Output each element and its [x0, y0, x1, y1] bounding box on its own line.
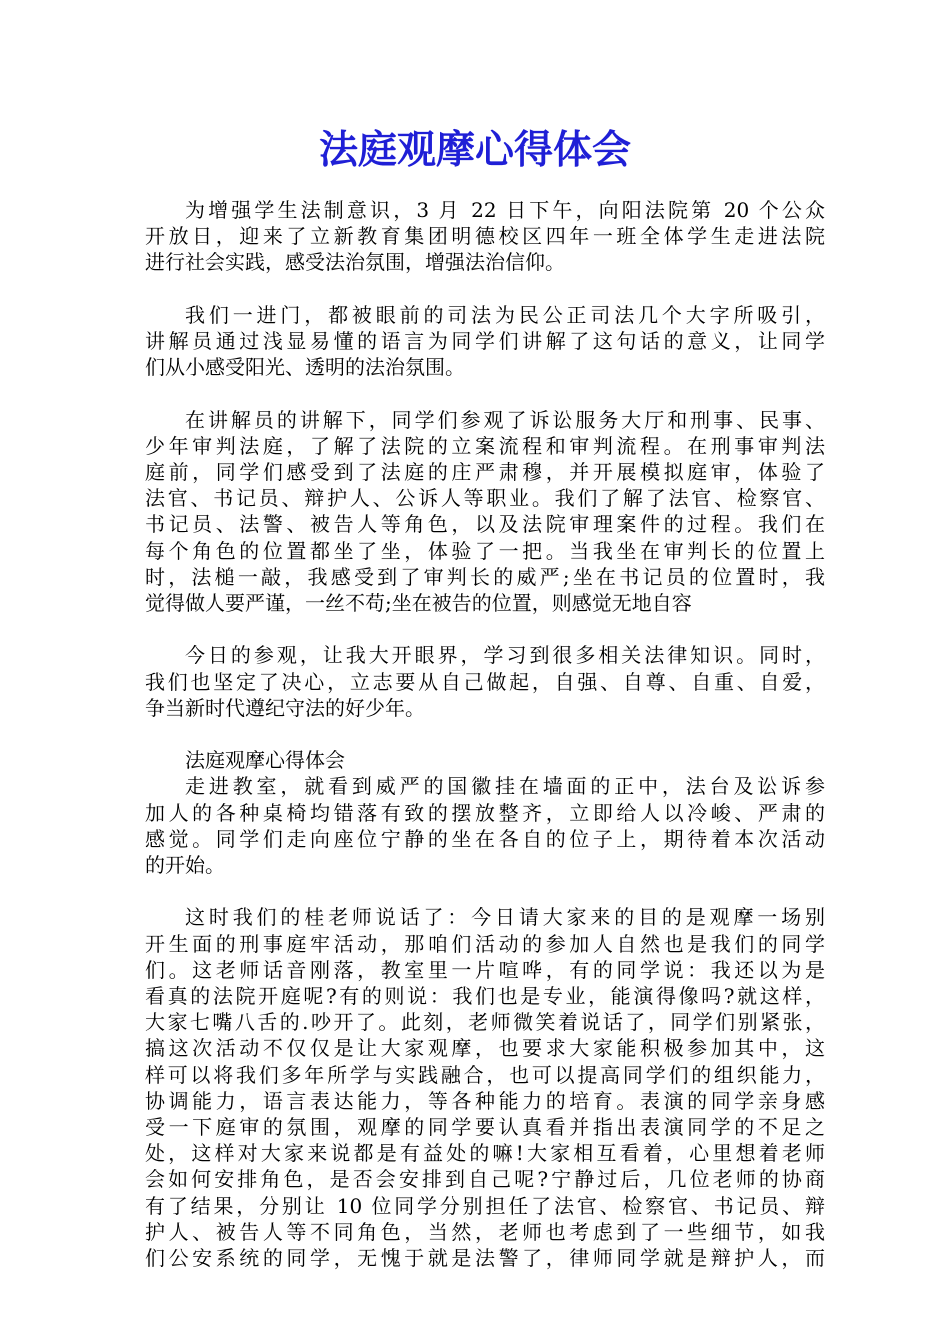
paragraph-5 — [145, 773, 825, 878]
text-line: 搞这次活动不仅仅是让大家观摩，也要求大家能积极参加其中，这 — [145, 1036, 825, 1061]
text-line: 们从小感受阳光、透明的法治氛围。 — [145, 355, 465, 380]
text-line: 我们也坚定了决心，立志要从自己做起，自强、自尊、自重、自爱， — [145, 669, 825, 694]
text-line: 受一下庭审的氛围，观摩的同学要认真看并指出表演同学的不足之 — [145, 1115, 825, 1140]
text-line: 们公安系统的同学，无愧于就是法警了，律师同学就是辩护人，而 — [145, 1246, 825, 1271]
text-line: 加人的各种桌椅均错落有致的摆放整齐，立即给人以冷峻、严肃的 — [145, 800, 825, 825]
text-line: 少年审判法庭，了解了法院的立案流程和审判流程。在刑事审判法 — [145, 433, 825, 458]
text-line: 争当新时代遵纪守法的好少年。 — [145, 695, 425, 720]
text-line: 我们一进门，都被眼前的司法为民公正司法几个大字所吸引， — [185, 302, 825, 327]
paragraph-2 — [145, 302, 825, 381]
paragraph-3 — [145, 407, 825, 617]
text-line: 护人、被告人等不同角色，当然，老师也考虑到了一些细节，如我 — [145, 1219, 825, 1244]
text-line: 书记员、法警、被告人等角色，以及法院审理案件的过程。我们在 — [145, 512, 825, 537]
text-line: 开生面的刑事庭牢活动，那咱们活动的参加人自然也是我们的同学 — [145, 931, 825, 956]
text-line: 这时我们的桂老师说话了：今日请大家来的目的是观摩一场别 — [185, 905, 825, 930]
text-line: 讲解员通过浅显易懂的语言为同学们讲解了这句话的意义，让同学 — [145, 329, 825, 353]
text-line: 开放日，迎来了立新教育集团明德校区四年一班全体学生走进法院 — [145, 224, 825, 249]
text-line: 们。这老师话音刚落，教室里一片喧哗，有的同学说：我还以为是 — [145, 957, 825, 982]
text-line: 会如何安排角色，是否会安排到自己呢?宁静过后，几位老师的协商 — [145, 1167, 825, 1192]
text-line: 每个角色的位置都坐了坐，体验了一把。当我坐在审判长的位置上 — [145, 538, 825, 563]
text-line: 看真的法院开庭呢?有的则说：我们也是专业，能演得像吗?就这样， — [145, 984, 825, 1009]
text-line: 样可以将我们多年所学与实践融合，也可以提高同学们的组织能力， — [145, 1062, 825, 1087]
text-line: 觉得做人要严谨，一丝不苟;坐在被告的位置，则感觉无地自容 — [145, 591, 692, 616]
paragraph-1 — [145, 197, 825, 276]
text-line: 为增强学生法制意识，3 月 22 日下午，向阳法院第 20 个公众 — [185, 198, 825, 222]
text-line: 庭前，同学们感受到了法庭的庄严肃穆，并开展模拟庭审，体验了 — [145, 460, 825, 484]
text-line: 走进教室，就看到威严的国徽挂在墙面的正中，法台及讼诉参 — [185, 774, 825, 799]
text-line: 处，这样对大家来说都是有益处的嘛!大家相互看着，心里想着老师 — [145, 1141, 825, 1166]
paragraph-4 — [145, 642, 825, 721]
text-line: 进行社会实践，感受法治氛围，增强法治信仰。 — [145, 250, 565, 275]
document-title: 法庭观摩心得体会 — [318, 127, 631, 173]
paragraph-6 — [145, 904, 825, 1271]
subheading — [145, 747, 825, 773]
text-line: 大家七嘴八舌的.吵开了。此刻，老师微笑着说话了，同学们别紧张， — [145, 1010, 825, 1035]
text-line: 法官、书记员、辩护人、公诉人等职业。我们了解了法官、检察官、 — [145, 486, 825, 511]
text-line: 时，法槌一敲，我感受到了审判长的威严;坐在书记员的位置时，我 — [145, 564, 825, 589]
text-line: 感觉。同学们走向座位宁静的坐在各自的位子上，期待着本次活动 — [145, 826, 825, 851]
text-line: 今日的参观，让我大开眼界，学习到很多相关法律知识。同时， — [185, 643, 825, 668]
subheading-text: 法庭观摩心得体会 — [185, 748, 345, 773]
text-line: 在讲解员的讲解下，同学们参观了诉讼服务大厅和刑事、民事、 — [185, 407, 825, 432]
text-line: 有了结果，分别让 10 位同学分别担任了法官、检察官、书记员、辩 — [145, 1193, 825, 1218]
text-line: 的开始。 — [145, 853, 225, 878]
text-line: 协调能力，语言表达能力，等各种能力的培育。表演的同学亲身感 — [145, 1088, 825, 1113]
document-body — [145, 197, 825, 1271]
